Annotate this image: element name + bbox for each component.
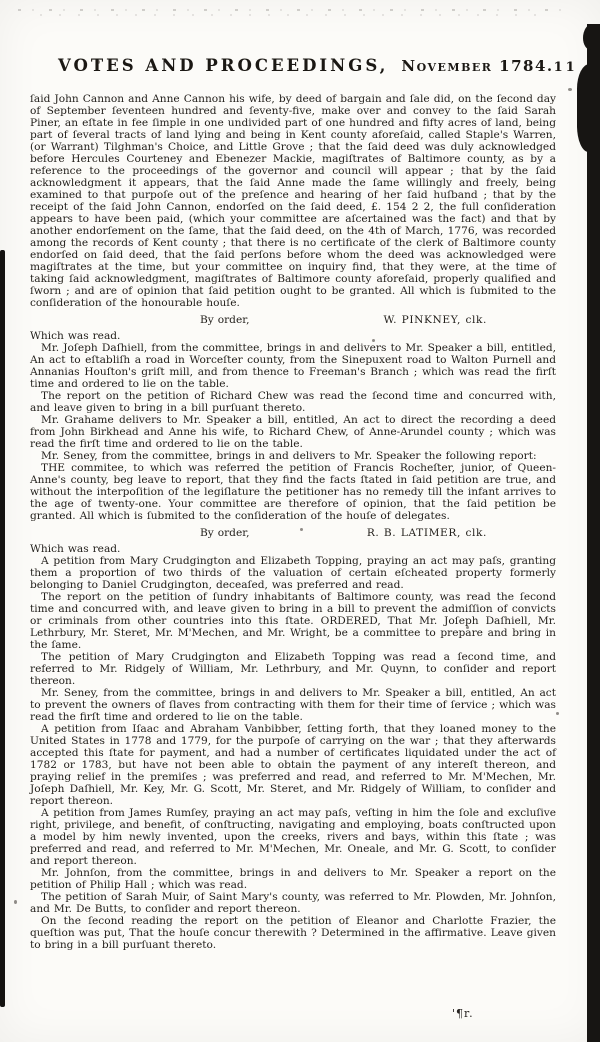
paragraph: On the ſecond reading the report on the petition of Eleanor and Charlotte Frazier, the queſtion was put, That the houſe concur therewith ? Determined in the affirmative. Leave given to bring in a bill purſuant thereto. <box>30 915 556 951</box>
by-order-label: By order, <box>200 314 250 326</box>
scan-speck <box>568 88 572 91</box>
body-text <box>0 93 600 951</box>
paragraph: Mr. Grahame delivers to Mr. Speaker a bill, entitled, An act to direct the recording a deed from John Birkhead and Anne his wife, to Richard Chew, of Anne-Arundel county ; which was read the firſt time and ordered to lie on the table. <box>30 414 556 450</box>
paragraph: Mr. Seney, from the committee, brings in and delivers to Mr. Speaker the following report: <box>41 450 537 462</box>
scan-noise-top <box>18 9 566 11</box>
paragraph-committee-report: THE commitee, to which was referred the petition of Francis Rocheſter, junior, of Queen-Anne's county, beg leave to report, that they find the facts ſtated in ſaid petition are true, and without the interpoſition of the legiſlature the petitioner has no remedy till the infant arrives to the age of twenty-one. Your committee are therefore of opinion, that the ſaid petition be granted. All which is ſubmited to the conſideration of the houſe of delegates. <box>30 462 556 522</box>
session-date: November 1784. <box>401 57 554 75</box>
paragraph: Mr. Johnſon, from the committee, brings in and delivers to Mr. Speaker a report on the petition of Philip Hall ; which was read. <box>30 867 556 891</box>
page-header <box>0 56 600 75</box>
page-title: VOTES AND PROCEEDINGS, <box>58 56 389 75</box>
clerk-signature: W. PINKNEY, clk. <box>383 314 487 326</box>
clerk-signature: R. B. LATIMER, clk. <box>366 527 487 539</box>
paragraph: The petition of Sarah Muir, of Saint Mary's county, was referred to Mr. Plowden, Mr. Johnſon, and Mr. De Butts, to conſider and report thereon. <box>30 891 556 915</box>
scan-edge-right-blotch <box>577 64 600 152</box>
paragraph: Which was read. <box>30 330 121 342</box>
paragraph: Mr. Joſeph Daſhiell, from the committee, brings in and delivers to Mr. Speaker a bill, entitled, An act to eſtabliſh a road in Worceſter county, from the Sinepuxent road to Walton Purnell and Annanias Houſton's griſt mill, and from thence to Freeman's Branch ; which was read the firſt time and ordered to lie on the table. <box>30 342 556 390</box>
paragraph: A petition from James Rumſey, praying an act may paſs, veſting in him the ſole and excluſive right, privilege, and benefit, of conſtructing, navigating and employing, boats conſtructed upon a model by him newly invented, upon the creeks, rivers and bays, within this ſtate ; was preferred and read, and referred to Mr. M'Mechen, Mr. Oneale, and Mr. G. Scott, to conſider and report thereon. <box>30 807 556 867</box>
scan-edge-left <box>0 250 5 1007</box>
scan-edge-right <box>587 24 600 1042</box>
paragraph: The petition of Mary Crudgington and Elizabeth Topping was read a ſecond time, and referred to Mr. Ridgely of William, Mr. Lethrbury, and Mr. Quynn, to conſider and report thereon. <box>30 651 556 687</box>
paragraph: Which was read. <box>30 543 121 555</box>
paragraph: Mr. Seney, from the committee, brings in and delivers to Mr. Speaker a bill, entitled, An act to prevent the owners of ſlaves from contracting with them for their time of ſervice ; which was read the firſt time and ordered to lie on the table. <box>30 687 556 723</box>
byline-latimer <box>30 527 556 539</box>
scan-edge-right-tip <box>583 24 600 50</box>
printer-signature-mark: '¶r. <box>452 1007 474 1020</box>
page-number: 11 <box>553 60 578 75</box>
paragraph: The report on the petition of ſundry inhabitants of Baltimore county, was read the ſecond time and concurred with, and leave given to bring in a bill to prevent the admiſſion of convicts or criminals from other countries into this ſtate. ORDERED, That Mr. Joſeph Daſhiell, Mr. Lethrbury, Mr. Steret, Mr. M'Mechen, and Mr. Wright, be a committee to prepare and bring in the ſame. <box>30 591 556 651</box>
paragraph: A petition from Mary Crudgington and Elizabeth Topping, praying an act may paſs, granting them a proportion of two thirds of the valuation of certain eſcheated property formerly belonging to Daniel Crudgington, deceaſed, was preferred and read. <box>30 555 556 591</box>
paragraph-continuation: ſaid John Cannon and Anne Cannon his wife, by deed of bargain and ſale did, on the ſecond day of September ſeventeen hundred and ſeventy-five, make over and convey to the ſaid Sarah Piner, an eſtate in fee ſimple in one undivided part of one hundred and fifty acres of land, being part of ſeveral tracts of land lying and being in Kent county aforeſaid, called Staple's Warren, (or Warrant) Tilghman's Choice, and Little Grove ; that the ſaid deed was duly acknowledged before Hercules Courteney and Ebenezer Mackie, magiſtrates of Baltimore county, as by a reference to the proceedings of the governor and council will appear ; that by the ſaid acknowledgment it appears, that the ſaid Anne made the ſame willingly and freely, being examined to that purpoſe out of the preſence and hearing of her ſaid huſband ; that by the receipt of the ſaid John Cannon, endorſed on the ſaid deed, £. 154 2 2, the full conſideration appears to have been paid, (which your committee are aſcertained was the fact) and that by another endorſement on the ſame, that the ſaid deed, on the 4th of March, 1776, was recorded among the records of Kent county ; that there is no certificate of the clerk of Baltimore county endorſed on ſaid deed, that the ſaid perſons before whom the deed was acknowledged were magiſtrates at the time, but your committee on inquiry find, that they were, at the time of taking ſaid acknowledgment, magiſtrates of Baltimore county aforeſaid, properly qualified and ſworn ; and are of opinion that ſaid petition ought to be granted. All which is ſubmited to the conſideration of the honourable houſe. <box>30 93 556 309</box>
paragraph: The report on the petition of Richard Chew was read the ſecond time and concurred with, and leave given to bring in a bill purſuant thereto. <box>30 390 556 414</box>
byline-pinkney <box>30 314 556 326</box>
scan-noise-top-2 <box>40 14 540 16</box>
by-order-label: By order, <box>200 527 250 539</box>
paragraph: A petition from Iſaac and Abraham Vanbibber, ſetting forth, that they loaned money to the United States in 1778 and 1779, for the purpoſe of carrying on the war ; that they afterwards accepted this ſtate for payment, and had a number of certificates liquidated under the act of 1782 or 1783, but have not been able to obtain the payment of any intereſt thereon, and praying relief in the premiſes ; was preferred and read, and referred to Mr. M'Mechen, Mr. Joſeph Daſhiell, Mr. Key, Mr. G. Scott, Mr. Steret, and Mr. Ridgely of William, to conſider and report thereon. <box>30 723 556 807</box>
